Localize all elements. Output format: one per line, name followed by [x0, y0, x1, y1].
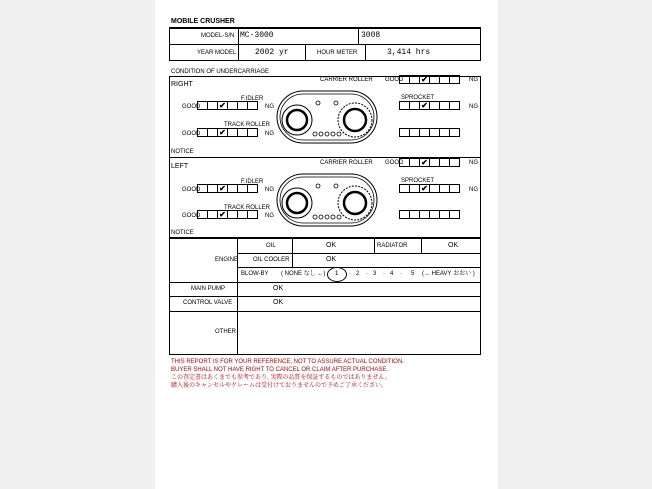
track-roller-label: TRACK ROLLER: [224, 122, 271, 128]
engine-divider: [374, 238, 375, 253]
oil-cooler-value: OK: [326, 256, 337, 263]
disclaimer-line: この査定書はあくまでも参考であり, 実際の品質を保証するものではありません。: [171, 375, 391, 381]
rating-cell: [247, 210, 258, 219]
header-divider: [305, 44, 306, 61]
disclaimer-line: BUYER SHALL NOT HAVE RIGHT TO CANCEL OR CLAIM AFTER PURCHASE.: [171, 367, 389, 373]
f-idler-label: F.IDLER: [241, 96, 264, 102]
sprocket-rating: [399, 184, 459, 193]
rating-cell: [449, 101, 460, 110]
control-valve-label: CONTROL VALVE: [183, 300, 233, 306]
f-idler-label: F.IDLER: [241, 179, 264, 185]
rating-cell: [449, 158, 460, 167]
ng-label: NG: [469, 104, 478, 110]
carrier-roller-rating: [399, 158, 459, 167]
track-diagram-left: [273, 166, 383, 231]
carrier-roller-label: CARRIER ROLLER: [320, 160, 373, 166]
carrier-roller-label: CARRIER ROLLER: [320, 77, 373, 83]
hour-meter-label: HOUR METER: [317, 50, 358, 56]
check-mark-icon: ✔: [419, 158, 430, 167]
header-divider: [169, 44, 481, 45]
check-mark-icon: ✔: [217, 184, 228, 193]
ng-label: NG: [265, 131, 274, 137]
engine-divider: [292, 238, 293, 267]
track-roller-label: TRACK ROLLER: [224, 205, 271, 211]
blowby-scale-1: 1: [335, 271, 339, 277]
blowby-scale-5: 5: [411, 271, 415, 277]
serial-value: 3008: [361, 31, 381, 40]
blowby-none-label: ( NONE なし ←): [281, 271, 326, 277]
check-mark-icon: ✔: [419, 75, 430, 84]
blowby-sep: ·: [366, 271, 368, 277]
blowby-label: BLOW-BY: [241, 271, 269, 277]
f-idler-rating: [197, 184, 257, 193]
blowby-sep: ·: [400, 271, 402, 277]
blowby-sep: ·: [349, 271, 351, 277]
radiator-label: RADIATOR: [377, 243, 408, 249]
check-mark-icon: ✔: [419, 101, 430, 110]
header-divider: [365, 44, 366, 61]
rating-cell: [247, 184, 258, 193]
carrier-roller-rating: [399, 75, 459, 84]
hour-meter-value: 3,414 hrs: [387, 48, 431, 57]
oil-value: OK: [326, 242, 337, 249]
check-mark-icon: ✔: [419, 184, 430, 193]
blowby-scale-3: 3: [373, 271, 377, 277]
left-label: LEFT: [171, 163, 189, 170]
ng-label: NG: [265, 187, 274, 193]
page-title: MOBILE CRUSHER: [171, 18, 235, 25]
model-value: MC-3000: [240, 31, 274, 40]
good-label: GOOD: [182, 187, 201, 193]
year-model-label: YEAR MODEL: [197, 50, 237, 56]
good-label: GOOD: [182, 213, 201, 219]
disclaimer-line: THIS REPORT IS FOR YOUR REFERENCE, NOT TO ASSURE ACTUAL CONDITION.: [171, 359, 404, 365]
good-label: GOOD: [182, 104, 201, 110]
engine-divider: [237, 267, 481, 268]
rating-cell: [247, 101, 258, 110]
good-label: GOOD: [385, 160, 404, 166]
main-pump-value: OK: [273, 285, 284, 292]
track-diagram-right: [273, 83, 383, 148]
blank-rating-row: [399, 128, 459, 137]
main-pump-label: MAIN PUMP: [191, 286, 226, 292]
ng-label: NG: [265, 104, 274, 110]
engine-label: ENGINE: [215, 257, 239, 263]
blank-rating-row: [399, 210, 459, 219]
blowby-scale-2: 2: [356, 271, 360, 277]
right-label: RIGHT: [171, 81, 193, 88]
rating-cell: [449, 184, 460, 193]
notice-label: NOTICE: [171, 149, 194, 155]
ng-label: NG: [469, 77, 478, 83]
notice-label: NOTICE: [171, 230, 194, 236]
track-roller-rating: [197, 210, 257, 219]
check-mark-icon: ✔: [217, 101, 228, 110]
engine-divider: [169, 311, 481, 312]
oil-label: OIL: [266, 243, 276, 249]
disclaimer-line: 購入後のキャンセルやクレームは受付けておりませんので予めご了承ください。: [171, 383, 388, 389]
undercarriage-section-label: CONDITION OF UNDERCARRIAGE: [171, 69, 270, 75]
engine-divider: [169, 282, 481, 283]
year-model-value: 2002 yr: [255, 48, 289, 57]
sprocket-label: SPROCKET: [401, 95, 435, 101]
ng-label: NG: [265, 213, 274, 219]
rating-cell: [449, 75, 460, 84]
good-label: GOOD: [182, 131, 201, 137]
header-divider: [358, 28, 359, 45]
model-sn-label: MODEL-S/N: [201, 33, 235, 39]
good-label: GOOD: [385, 77, 404, 83]
ng-label: NG: [469, 187, 478, 193]
control-valve-value: OK: [273, 299, 284, 306]
engine-divider: [421, 238, 422, 253]
check-mark-icon: ✔: [217, 210, 228, 219]
engine-divider: [237, 253, 481, 254]
inspection-sheet: [155, 0, 498, 489]
blowby-sep: ·: [383, 271, 385, 277]
blowby-scale-4: 4: [390, 271, 394, 277]
f-idler-rating: [197, 101, 257, 110]
other-label: OTHER: [215, 329, 236, 335]
rating-cell: [247, 128, 258, 137]
header-divider: [238, 28, 239, 61]
blowby-heavy-label: (→ HEAVY おおい ): [422, 271, 475, 277]
sprocket-rating: [399, 101, 459, 110]
check-mark-icon: ✔: [217, 128, 228, 137]
oil-cooler-label: OIL COOLER: [253, 257, 290, 263]
sprocket-label: SPROCKET: [401, 178, 435, 184]
track-roller-rating: [197, 128, 257, 137]
ng-label: NG: [469, 160, 478, 166]
radiator-value: OK: [448, 242, 459, 249]
engine-divider: [169, 296, 481, 297]
